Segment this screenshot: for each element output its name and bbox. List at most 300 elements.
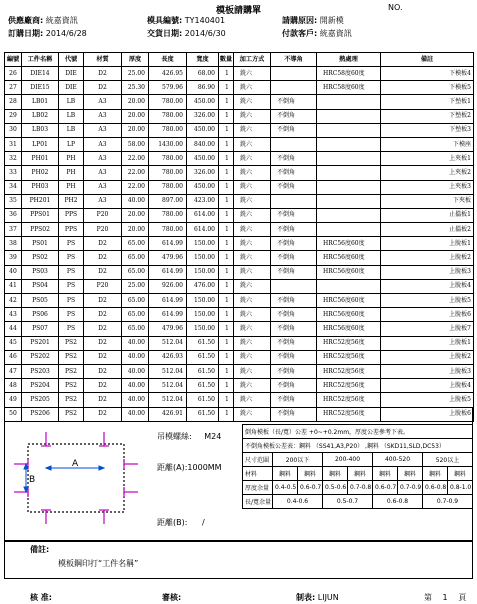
table-cell: 25.30	[122, 81, 149, 95]
table-cell: LB	[59, 123, 84, 137]
table-cell	[317, 208, 381, 222]
table-cell: A3	[84, 109, 122, 123]
table-cell: D2	[84, 336, 122, 350]
table-cell: 不倒角	[271, 294, 317, 308]
table-cell: 26	[5, 67, 22, 81]
table-cell: 41	[5, 279, 22, 293]
table-cell: 上脫板4	[381, 379, 474, 393]
table-cell: D2	[84, 322, 122, 336]
table-cell: 銑六	[234, 279, 271, 293]
table-cell: 不倒角	[271, 237, 317, 251]
table-cell: 150.00	[187, 322, 219, 336]
table-cell: HRC52度56度	[317, 336, 381, 350]
table-cell: 46	[5, 350, 22, 364]
pay-customer-field	[282, 28, 352, 39]
table-row	[5, 152, 474, 166]
table-cell: 上夾板1	[381, 152, 474, 166]
page-prefix: 第	[424, 593, 432, 602]
table-cell: PS	[59, 294, 84, 308]
tolerance-size-row	[243, 453, 473, 467]
tolerance-thickness-row	[243, 481, 473, 495]
table-cell: 614.99	[149, 308, 187, 322]
table-cell: 下模板4	[381, 67, 474, 81]
table-cell: 780.00	[149, 223, 187, 237]
column-header: 材質	[84, 53, 122, 67]
remarks-text: 模板鋼印打“工件名稱”	[58, 559, 139, 568]
column-header: 熱處理	[317, 53, 381, 67]
table-cell: LB02	[22, 109, 59, 123]
table-cell: 上夾板2	[381, 166, 474, 180]
table-cell: 上脫板4	[381, 279, 474, 293]
table-cell: 銑六	[234, 265, 271, 279]
thickness-cell: 0.6-0.7	[298, 481, 323, 495]
table-cell: 479.96	[149, 322, 187, 336]
column-header: 不導角	[271, 53, 317, 67]
table-cell: 下墊板3	[381, 123, 474, 137]
table-cell: 不倒角	[271, 223, 317, 237]
table-cell: 86.90	[187, 81, 219, 95]
table-cell: 614.99	[149, 265, 187, 279]
table-row	[5, 322, 474, 336]
table-cell	[271, 81, 317, 95]
distance-a-label: 距離(A):	[157, 463, 188, 472]
table-cell: 38	[5, 237, 22, 251]
table-cell: 37	[5, 223, 22, 237]
table-cell: A3	[84, 123, 122, 137]
tolerance-note: 不倒角模板公差表：鋼料 （SS41,A3,P20） ,鋼料 （SKD11,SLD,DC53）	[243, 439, 473, 453]
table-row	[5, 251, 474, 265]
table-cell: 33	[5, 166, 22, 180]
table-cell: 22.00	[122, 180, 149, 194]
table-cell: 1	[219, 152, 234, 166]
table-cell: PS201	[22, 336, 59, 350]
table-cell: 銑六	[234, 407, 271, 421]
table-cell: 不倒角	[271, 393, 317, 407]
table-cell: 1	[219, 123, 234, 137]
table-cell: 銑六	[234, 67, 271, 81]
table-cell: 65.00	[122, 322, 149, 336]
table-cell: HRC52度56度	[317, 407, 381, 421]
thickness-cell: 0.4-0.5	[273, 481, 298, 495]
table-cell: 不倒角	[271, 265, 317, 279]
table-cell	[271, 279, 317, 293]
table-cell: PH2	[59, 194, 84, 208]
table-cell: 512.04	[149, 379, 187, 393]
table-cell: 銑六	[234, 379, 271, 393]
material-cell: 鋼料	[448, 467, 473, 481]
table-cell: PS03	[22, 265, 59, 279]
table-cell: 40.00	[122, 393, 149, 407]
table-cell: 150.00	[187, 294, 219, 308]
table-cell: PS	[59, 308, 84, 322]
table-cell: 20.00	[122, 95, 149, 109]
table-cell: 61.50	[187, 336, 219, 350]
table-cell: HRC56度60度	[317, 294, 381, 308]
table-cell: 銑六	[234, 137, 271, 151]
table-cell: PS	[59, 251, 84, 265]
table-cell: 1	[219, 322, 234, 336]
table-cell: 銑六	[234, 237, 271, 251]
table-cell: 40.00	[122, 336, 149, 350]
table-row	[5, 81, 474, 95]
table-cell: PS206	[22, 407, 59, 421]
table-row	[5, 237, 474, 251]
table-cell: PS02	[22, 251, 59, 265]
material-cell: 鋼料	[348, 467, 373, 481]
table-cell: PS2	[59, 364, 84, 378]
table-cell: 銑六	[234, 223, 271, 237]
table-cell: PH	[59, 166, 84, 180]
table-cell: 40.00	[122, 194, 149, 208]
table-cell: PS203	[22, 364, 59, 378]
table-cell: 614.99	[149, 237, 187, 251]
material-cell: 鋼料	[273, 467, 298, 481]
table-cell: 20.00	[122, 109, 149, 123]
table-cell: PPS	[59, 208, 84, 222]
table-cell	[317, 223, 381, 237]
table-cell: 不倒角	[271, 166, 317, 180]
table-cell: 65.00	[122, 265, 149, 279]
table-cell: 48	[5, 379, 22, 393]
table-cell: PS2	[59, 336, 84, 350]
table-cell: 31	[5, 137, 22, 151]
table-cell: 不倒角	[271, 308, 317, 322]
table-cell: 450.00	[187, 180, 219, 194]
tolerance-material-row	[243, 467, 473, 481]
table-cell: 1	[219, 194, 234, 208]
table-cell: 止擋板1	[381, 208, 474, 222]
table-cell: D2	[84, 407, 122, 421]
table-cell: 上脫板5	[381, 294, 474, 308]
table-cell: PS06	[22, 308, 59, 322]
table-cell: A3	[84, 180, 122, 194]
table-cell: 銑六	[234, 180, 271, 194]
table-cell: PH03	[22, 180, 59, 194]
table-cell: 29	[5, 109, 22, 123]
table-cell: 40.00	[122, 407, 149, 421]
table-cell: 61.50	[187, 379, 219, 393]
table-row	[5, 279, 474, 293]
table-header-row	[5, 53, 474, 67]
table-cell: 1	[219, 407, 234, 421]
table-row	[5, 336, 474, 350]
distance-b-field	[157, 517, 205, 528]
table-cell: 銑六	[234, 208, 271, 222]
table-cell: PS	[59, 237, 84, 251]
table-cell: 銑六	[234, 123, 271, 137]
table-cell: PS04	[22, 279, 59, 293]
distance-b-value: /	[201, 518, 205, 527]
column-header: 備註	[381, 53, 474, 67]
table-cell: HRC52度56度	[317, 350, 381, 364]
table-cell	[317, 137, 381, 151]
page-suffix: 頁	[458, 593, 467, 602]
table-cell: PS	[59, 279, 84, 293]
material-cell: 鋼料	[398, 467, 423, 481]
table-cell: 不倒角	[271, 407, 317, 421]
lifting-screw-field	[157, 431, 221, 442]
table-cell: 不倒角	[271, 109, 317, 123]
thickness-cell: 0.7-0.9	[398, 481, 423, 495]
table-cell: 326.00	[187, 109, 219, 123]
page-title: 模板請購單	[215, 6, 261, 16]
table-cell: 1	[219, 336, 234, 350]
table-cell: 銑六	[234, 393, 271, 407]
table-cell: 1	[219, 67, 234, 81]
table-cell: 銑六	[234, 336, 271, 350]
table-cell: DIE	[59, 67, 84, 81]
table-cell	[317, 95, 381, 109]
delivery-date-label: 交貨日期:	[147, 29, 183, 38]
table-cell: PH	[59, 180, 84, 194]
table-cell: 22.00	[122, 166, 149, 180]
table-cell: 512.04	[149, 336, 187, 350]
table-cell: HRC56度60度	[317, 237, 381, 251]
column-header: 寬度	[187, 53, 219, 67]
table-cell: 65.00	[122, 237, 149, 251]
table-cell: 銑六	[234, 350, 271, 364]
table-cell: 30	[5, 123, 22, 137]
size-range-label: 尺寸范圍	[243, 453, 273, 467]
table-cell: HRC58度60度	[317, 81, 381, 95]
diagram-label-b: B	[29, 475, 36, 485]
table-cell: LB	[59, 109, 84, 123]
table-cell: D2	[84, 308, 122, 322]
table-cell: 150.00	[187, 237, 219, 251]
table-cell: 780.00	[149, 208, 187, 222]
supplier-value: 統嘉資訊	[45, 16, 78, 25]
table-cell: 65.00	[122, 294, 149, 308]
table-cell: 47	[5, 364, 22, 378]
table-cell: D2	[84, 67, 122, 81]
mold-hole-diagram	[6, 424, 146, 524]
reason-value: 開新模	[319, 16, 344, 25]
table-cell: 不倒角	[271, 152, 317, 166]
table-row	[5, 180, 474, 194]
table-cell: PS05	[22, 294, 59, 308]
thickness-cell: 0.7-0.8	[348, 481, 373, 495]
table-cell: 1	[219, 251, 234, 265]
table-cell: DIE15	[22, 81, 59, 95]
table-cell: 銑六	[234, 152, 271, 166]
table-cell: 780.00	[149, 152, 187, 166]
tolerance-note-row	[243, 439, 473, 453]
size-range-cell: 200以下	[273, 453, 323, 467]
thickness-cell: 0.6-0.8	[423, 481, 448, 495]
table-cell: 780.00	[149, 109, 187, 123]
page-number	[424, 592, 466, 603]
table-cell: 上脫板5	[381, 393, 474, 407]
table-cell: PS2	[59, 407, 84, 421]
table-cell: 1	[219, 81, 234, 95]
table-cell: 61.50	[187, 350, 219, 364]
table-cell: 1	[219, 166, 234, 180]
table-cell: 銑六	[234, 308, 271, 322]
mold-label: 模具編號:	[147, 16, 183, 25]
table-body	[5, 67, 474, 422]
table-cell: 65.00	[122, 308, 149, 322]
table-cell: 840.00	[187, 137, 219, 151]
distance-a-value: 1000MM	[187, 463, 222, 472]
table-cell: PS	[59, 322, 84, 336]
table-cell	[317, 166, 381, 180]
table-cell: 40.00	[122, 379, 149, 393]
table-cell	[317, 109, 381, 123]
column-header: 編號	[5, 53, 22, 67]
table-cell: D2	[84, 251, 122, 265]
column-header: 工件名稱	[22, 53, 59, 67]
material-cell: 鋼料	[323, 467, 348, 481]
tolerance-table	[242, 424, 473, 509]
table-cell: D2	[84, 294, 122, 308]
table-cell	[317, 152, 381, 166]
table-cell: D2	[84, 237, 122, 251]
table-cell: 150.00	[187, 308, 219, 322]
table-cell: 銑六	[234, 294, 271, 308]
table-cell: 止擋板2	[381, 223, 474, 237]
table-cell: 上脫板7	[381, 322, 474, 336]
table-row	[5, 265, 474, 279]
table-cell: PPS02	[22, 223, 59, 237]
table-cell: D2	[84, 393, 122, 407]
table-cell: 1	[219, 265, 234, 279]
table-cell: PS202	[22, 350, 59, 364]
table-cell: 上脫板3	[381, 265, 474, 279]
table-cell: 銑六	[234, 81, 271, 95]
table-cell: 32	[5, 152, 22, 166]
reason-label: 請購原因:	[282, 16, 318, 25]
table-cell: 897.00	[149, 194, 187, 208]
table-cell: 61.50	[187, 407, 219, 421]
table-cell: 1430.00	[149, 137, 187, 151]
table-cell: 65.00	[122, 251, 149, 265]
table-cell: 476.00	[187, 279, 219, 293]
table-cell: 1	[219, 279, 234, 293]
material-cell: 鋼料	[373, 467, 398, 481]
table-cell: 20.00	[122, 223, 149, 237]
table-cell: HRC58度60度	[317, 67, 381, 81]
table-cell: 39	[5, 251, 22, 265]
table-cell: HRC56度60度	[317, 308, 381, 322]
lw-label: 長/寬余量	[243, 495, 273, 509]
table-cell: A3	[84, 95, 122, 109]
table-cell	[317, 279, 381, 293]
table-cell: 銑六	[234, 166, 271, 180]
table-cell: 不倒角	[271, 95, 317, 109]
table-cell: 40	[5, 265, 22, 279]
table-cell: 35	[5, 194, 22, 208]
table-cell: PS07	[22, 322, 59, 336]
table-cell	[271, 137, 317, 151]
parts-table	[4, 52, 474, 422]
made-by-label: 制表:	[296, 593, 316, 602]
table-cell: 不倒角	[271, 350, 317, 364]
column-header: 數量	[219, 53, 234, 67]
table-cell: 不倒角	[271, 251, 317, 265]
table-cell: HRC52度56度	[317, 364, 381, 378]
table-cell: 1	[219, 379, 234, 393]
table-cell: 下墊板1	[381, 95, 474, 109]
table-cell: 926.00	[149, 279, 187, 293]
table-cell: HRC56度60度	[317, 251, 381, 265]
table-cell: 銑六	[234, 95, 271, 109]
table-cell: 1	[219, 308, 234, 322]
table-cell: D2	[84, 364, 122, 378]
hole-marker-right-top	[124, 459, 138, 469]
approve-label: 核 准:	[30, 593, 52, 602]
thickness-cell: 0.8-1.0	[448, 481, 473, 495]
table-row	[5, 194, 474, 208]
table-cell: 不倒角	[271, 322, 317, 336]
lw-cell: 0.7-0.9	[423, 495, 473, 509]
table-cell: P20	[84, 208, 122, 222]
table-row	[5, 379, 474, 393]
table-cell: 銑六	[234, 364, 271, 378]
table-cell: D2	[84, 81, 122, 95]
table-cell: 銑六	[234, 322, 271, 336]
table-cell: 上脫板6	[381, 407, 474, 421]
column-header: 厚度	[122, 53, 149, 67]
table-cell: 不倒角	[271, 336, 317, 350]
table-cell: 450.00	[187, 123, 219, 137]
table-row	[5, 208, 474, 222]
table-cell: 不倒角	[271, 364, 317, 378]
tolerance-title-row	[243, 425, 473, 439]
table-cell: LP	[59, 137, 84, 151]
table-cell: 479.96	[149, 251, 187, 265]
table-cell: 780.00	[149, 123, 187, 137]
table-cell: 423.00	[187, 194, 219, 208]
table-cell: 銑六	[234, 109, 271, 123]
pay-customer-label: 付款客戶:	[282, 29, 318, 38]
table-cell: PS2	[59, 350, 84, 364]
pay-customer-value: 統嘉資訊	[319, 29, 352, 38]
table-cell: 61.50	[187, 393, 219, 407]
table-cell: 27	[5, 81, 22, 95]
table-cell	[271, 67, 317, 81]
table-row	[5, 294, 474, 308]
table-cell: PH201	[22, 194, 59, 208]
delivery-date-field	[147, 28, 226, 39]
table-cell: 1	[219, 208, 234, 222]
table-row	[5, 364, 474, 378]
remarks-label: 備註:	[30, 545, 50, 554]
table-cell: PH	[59, 152, 84, 166]
table-cell: PS2	[59, 379, 84, 393]
table-cell: PH01	[22, 152, 59, 166]
table-cell: 58.00	[122, 137, 149, 151]
table-cell: 上脫板1	[381, 237, 474, 251]
table-cell: 下夾板	[381, 194, 474, 208]
table-cell: PS	[59, 265, 84, 279]
tolerance-lw-row	[243, 495, 473, 509]
order-date-label: 訂購日期:	[8, 29, 44, 38]
table-cell: 下墊板2	[381, 109, 474, 123]
table-cell: 1	[219, 364, 234, 378]
size-range-cell: 400-520	[373, 453, 423, 467]
table-cell: A3	[84, 152, 122, 166]
reason-field	[282, 15, 344, 26]
table-cell: DIE	[59, 81, 84, 95]
table-cell: 1	[219, 237, 234, 251]
table-cell: 614.00	[187, 208, 219, 222]
table-cell: 614.00	[187, 223, 219, 237]
table-cell: DIE14	[22, 67, 59, 81]
table-cell: 43	[5, 308, 22, 322]
table-row	[5, 308, 474, 322]
table-cell: 不倒角	[271, 208, 317, 222]
table-cell: HRC52度56度	[317, 379, 381, 393]
